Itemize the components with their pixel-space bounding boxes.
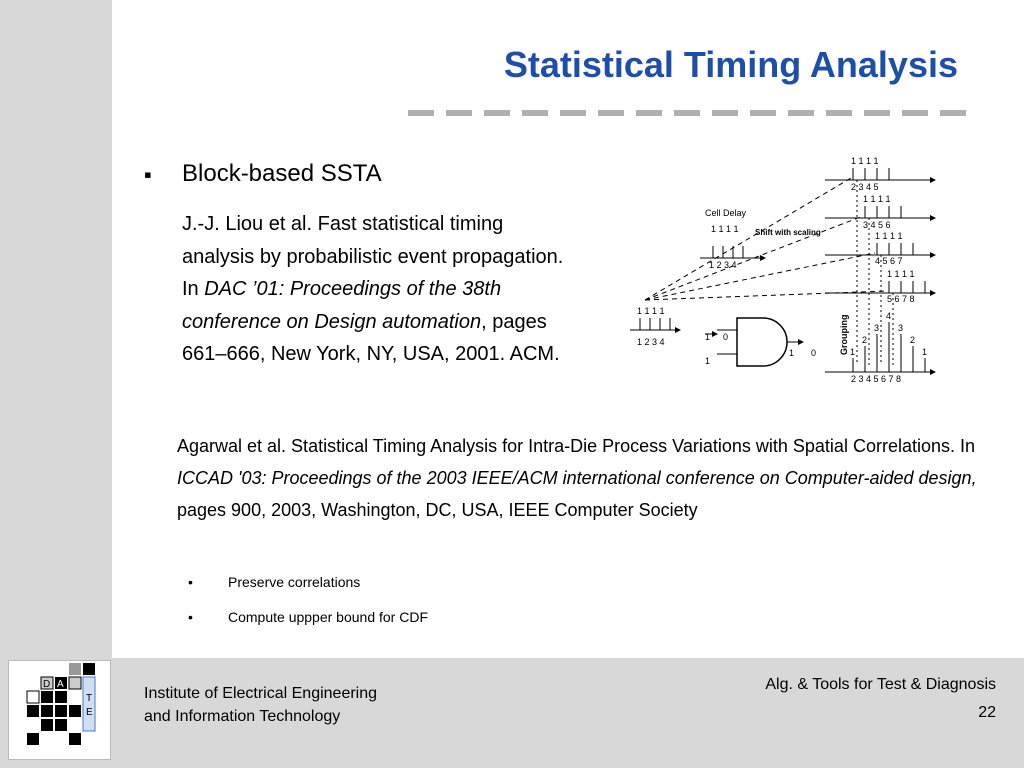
ref2-tail: pages 900, 2003, Washington, DC, USA, IEEE Computer Society — [177, 500, 698, 520]
grouped-times: 2 3 4 5 6 7 8 — [851, 374, 902, 384]
logo-letter-d: D — [43, 679, 51, 690]
institute-line-1: Institute of Electrical Engineering — [144, 685, 378, 702]
shift2-times: 3 4 5 6 — [863, 220, 891, 230]
logo-letter-e: E — [86, 707, 93, 718]
reference-liou — [182, 208, 580, 371]
title-underline-dashes — [408, 108, 974, 118]
ref1-venue: DAC ’01: Proceedings of the 38th conference on Design automation — [182, 278, 502, 333]
input-times: 1 2 3 4 — [637, 337, 665, 347]
gate-input-b-time: 1 — [705, 356, 711, 366]
reference-agarwal — [177, 430, 977, 526]
logo-letter-a: A — [57, 679, 64, 690]
shift4-times: 5 6 7 8 — [887, 294, 915, 304]
institute-line-2: and Information Technology — [144, 708, 341, 725]
input-counts: 1 1 1 1 — [637, 306, 665, 316]
cell-delay-label: Cell Delay — [705, 208, 747, 218]
shift1-counts: 1 1 1 1 — [851, 156, 879, 166]
sub-item-label: Preserve correlations — [228, 574, 361, 590]
shift-with-scaling-label: Shift with scaling — [755, 228, 821, 237]
dot-bullet-icon: • — [188, 609, 193, 625]
shift3-times: 4 5 6 7 — [875, 256, 903, 266]
group-count-3: 3 — [874, 323, 880, 333]
sub-item-label: Compute uppper bound for CDF — [228, 609, 428, 625]
dot-bullet-icon: • — [188, 574, 193, 590]
gate-input-a-value: 0 — [723, 332, 729, 342]
cell-delay-times: 1 2 3 4 — [709, 260, 737, 270]
ref1-text: J.-J. Liou et al. Fast statistical timing analysis by probabilistic event propagation. In — [182, 213, 564, 300]
gate-input-a-time: 1 — [705, 332, 711, 342]
group-count-4: 4 — [886, 311, 892, 321]
logo-letter-t: T — [86, 693, 93, 704]
group-count-5: 3 — [898, 323, 904, 333]
gate-output-value: 0 — [811, 348, 817, 358]
course-title: Alg. & Tools for Test & Diagnosis — [765, 676, 996, 693]
sub-bullet-upper-bound — [188, 609, 428, 625]
group-count-2: 2 — [862, 335, 868, 345]
ref2-text: Agarwal et al. Statistical Timing Analysis for Intra-Die Process Variations with Spatial Correlations. In — [177, 436, 975, 456]
institute-name — [144, 682, 377, 728]
ref1-tail: , pages 661–666, New York, NY, USA, 2001. ACM. — [182, 310, 560, 365]
gate-output-time: 1 — [789, 348, 795, 358]
left-band — [0, 0, 112, 768]
page-number: 22 — [978, 704, 996, 721]
shift2-counts: 1 1 1 1 — [863, 194, 891, 204]
sub-bullet-preserve-correlations — [188, 574, 360, 590]
shift1-times: 2 3 4 5 — [851, 182, 879, 192]
group-count-7: 1 — [922, 347, 928, 357]
group-count-1: 1 — [850, 347, 856, 357]
shift3-counts: 1 1 1 1 — [875, 231, 903, 241]
bullet-block-based-ssta: Block-based SSTA — [182, 160, 382, 187]
cell-delay-counts: 1 1 1 1 — [711, 224, 739, 234]
shift4-counts: 1 1 1 1 — [887, 269, 915, 279]
institute-logo — [8, 660, 111, 760]
group-count-6: 2 — [910, 335, 916, 345]
square-bullet-icon: ▪ — [144, 162, 152, 187]
ssta-propagation-diagram — [625, 150, 945, 385]
slide-title: Statistical Timing Analysis — [503, 44, 958, 85]
ref2-venue: ICCAD '03: Proceedings of the 2003 IEEE/ACM international conference on Computer-aided design, — [177, 468, 977, 488]
grouping-label: Grouping — [839, 314, 849, 355]
